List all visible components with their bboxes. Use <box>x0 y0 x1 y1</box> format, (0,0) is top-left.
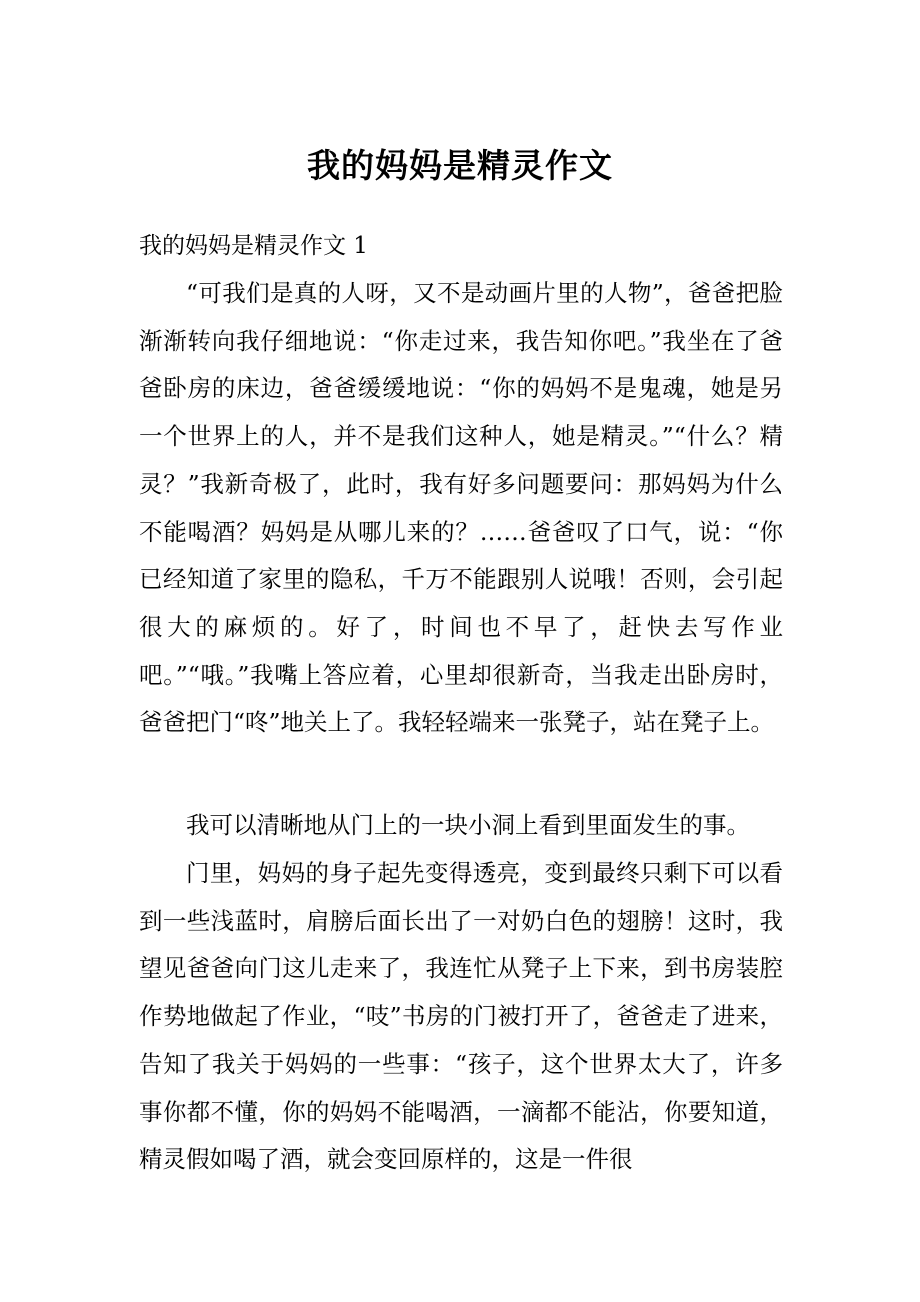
section-heading: 我的妈妈是精灵作文 1 <box>139 233 368 259</box>
document-title: 我的妈妈是精灵作文 <box>307 146 613 185</box>
paragraph-1: “可我们是真的人呀，又不是动画片里的人物”，爸爸把脸渐渐转向我仔细地说：“你走过来，我告知你吧。”我坐在了爸爸卧房的床边，爸爸缓缓地说：“你的妈妈不是鬼魂，她是另一个世界上的人，并不是我们这种人，她是精灵。”“什么？精灵？”我新奇极了，此时，我有好多问题要问：那妈妈为什么不能喝酒？妈妈是从哪儿来的？……爸爸叹了口气，说：“你已经知道了家里的隐私，千万不能跟别人说哦！否则，会引起很大的麻烦的。好了，时间也不早了，赶快去写作业吧。”“哦。”我嘴上答应着，心里却很新奇，当我走出卧房时，爸爸把门“咚”地关上了。我轻轻端来一张凳子，站在凳子上。 <box>139 279 783 737</box>
paragraph-2: 我可以清晰地从门上的一块小洞上看到里面发生的事。 <box>186 811 750 839</box>
paragraph-3: 门里，妈妈的身子起先变得透亮，变到最终只剩下可以看到一些浅蓝时，肩膀后面长出了一对奶白色的翅膀！这时，我望见爸爸向门这儿走来了，我连忙从凳子上下来，到书房装腔作势地做起了作业，“吱”书房的门被打开了，爸爸走了进来，告知了我关于妈妈的一些事：“孩子，这个世界太大了，许多事你都不懂，你的妈妈不能喝酒，一滴都不能沾，你要知道，精灵假如喝了酒，就会变回原样的，这是一件很 <box>139 859 783 1174</box>
